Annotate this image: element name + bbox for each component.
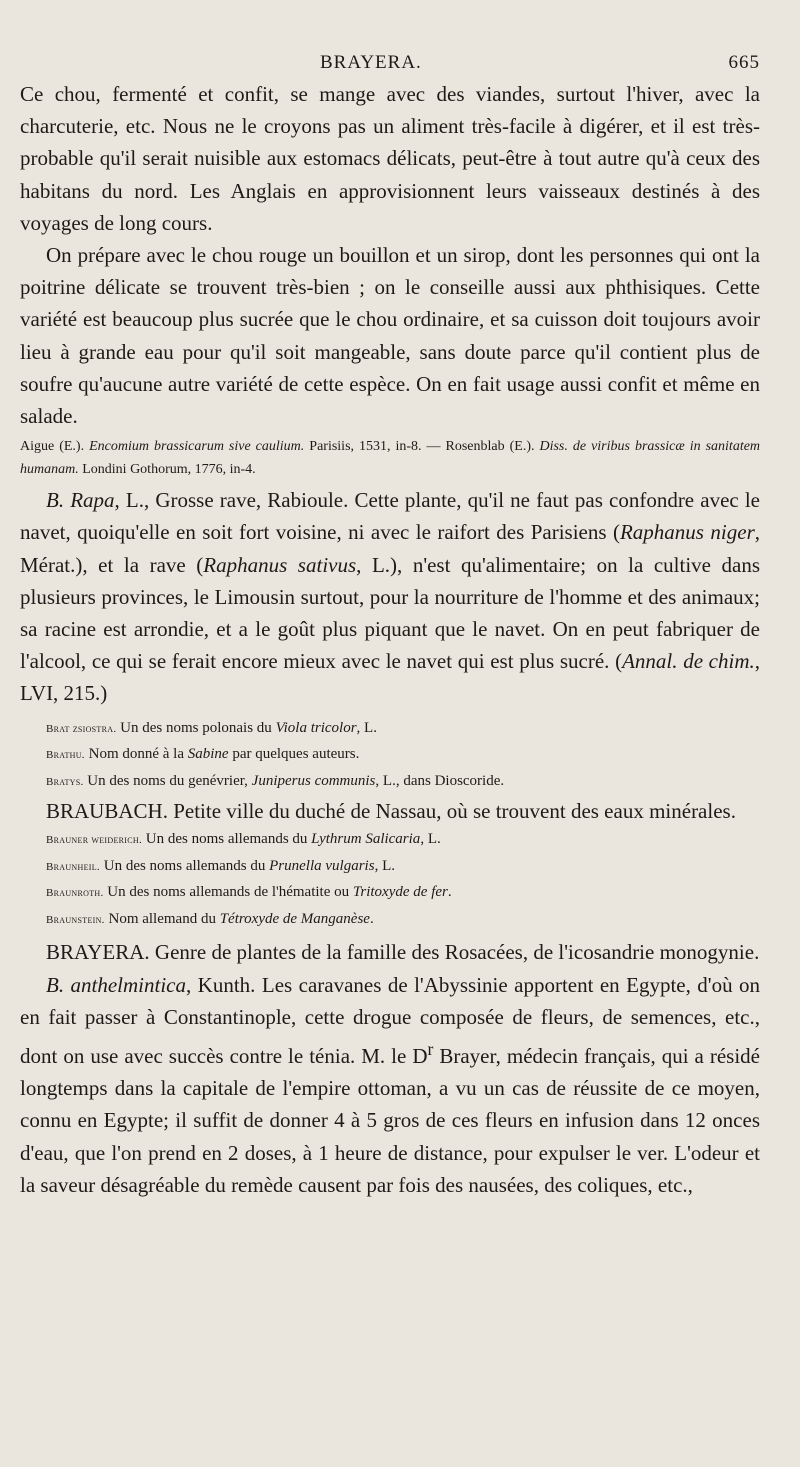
ref-imprint-londini: Londini Gothorum, 1776, in-4. (82, 462, 256, 478)
headword-brauner-weiderich: Brauner weiderich. (46, 834, 143, 847)
bibliography-note (20, 435, 760, 481)
running-head (20, 44, 760, 78)
headword-bratys: Bratys. (46, 775, 84, 788)
headword-brathu: Brathu. (46, 749, 85, 762)
ref-author-aigue: Aigue (E.). (20, 439, 85, 455)
ref-imprint-rosenblab: Parisiis, 1531, in-8. — Rosenblab (E.). (309, 439, 535, 455)
page-number: 665 (728, 52, 760, 73)
entry-brayera: BRAYERA. Genre de plantes de la famille des Rosacées, de l'icosandrie monogynie. (46, 940, 760, 965)
entry-brauner-weiderich: Brauner weiderich. Un des noms allemands du Lythrum Salicaria, L. (46, 831, 441, 848)
entry-brat-zsiostra: Brat zsiostra. Un des noms polonais du Viola tricolor, L. (46, 719, 377, 736)
entry-braubach: BRAUBACH. Petite ville du duché de Nassau, où se trouvent des eaux minérales. (46, 799, 736, 824)
ref-title-diss: Diss. de viribus brassicæ in sanitatem humanam. (20, 439, 761, 478)
headword-brayera: BRAYERA. (46, 940, 150, 965)
headword-braubach: BRAUBACH. (46, 799, 168, 824)
species-name-rapa: B. Rapa (46, 488, 115, 513)
page-body (20, 78, 760, 1201)
paragraph-chou-fermente: Ce chou, fermenté et confit, se mange avec des viandes, surtout l'hiver, avec la charcuterie, etc. Nous ne le croyons pas un aliment très-facile à digérer, et il est très-probable qu'il serait nuisible aux estomacs délicats, peut-être à tout autre qu'à ceux des habitans du nord. Les Anglais en approvisionnent leurs vaisseaux destinés à des voyages de long cours. (20, 82, 760, 235)
entry-brayera-anthelmintica: B. anthelmintica, Kunth. Les caravanes de l'Abyssinie apportent en Egypte, d'où on en fait passer à Constantinople, cette drogue composée de fleurs, de semences, etc., dont on use avec succès contre le ténia. M. le $D^r$ Brayer, médecin français, qui a résidé longtemps dans la capitale de l'empire ottoman, a vu un cas de réussite de ce moyen, connu en Egypte; il suffit de donner 4 à 5 gros de ces fleurs en infusion dans 12 onces d'eau, que l'on prend en 2 doses, à 1 heure de distance, pour expulser le ver. L'odeur et la saveur désagréable du remède causent par fois des nausées, des coliques, etc., (20, 972, 761, 1197)
headword-brat-zsiostra: Brat zsiostra. (46, 722, 117, 735)
entry-braunheil: Braunheil. Un des noms allemands du Prunella vulgaris, L. (46, 857, 395, 874)
entry-bratys: Bratys. Un des noms du genévrier, Juniperus communis, L., dans Dioscoride. (46, 772, 505, 789)
paragraph-chou-rouge: On prépare avec le chou rouge un bouillon et un sirop, dont les personnes qui ont la poitrine délicate se trouvent très-bien ; on le conseille aussi aux phthisiques. Cette variété est beaucoup plus sucrée que le chou ordinaire, et sa cuisson doit toujours avoir lieu à grande eau pour qu'il soit mangeable, sans doute parce qu'il contient plus de soufre qu'aucune autre variété de cette espèce. On en fait usage aussi confit et même en salade. (20, 243, 760, 429)
entry-brassica-rapa: B. Rapa, L., Grosse rave, Rabioule. Cette plante, qu'il ne faut pas confondre avec le navet, quoiqu'elle en soit fort voisine, ni avec le raifort des Parisiens (Raphanus niger, Mérat.), et la rave (Raphanus sativus, L.), n'est qu'alimentaire; on la cultive dans plusieurs provinces, le Limousin surtout, pour la nourriture de l'homme et des animaux; sa racine est arrondie, et a le goût plus piquant que le navet. On en peut fabriquer de l'alcool, ce qui se ferait encore mieux avec le navet qui est plus sucré. (Annal. de chim., LVI, 215.) (20, 488, 761, 706)
citation-annal-chim: Annal. de chim. (622, 649, 755, 674)
headword-braunheil: Braunheil. (46, 860, 100, 873)
headword-braunroth: Braunroth. (46, 887, 104, 900)
species-raphanus-sativus: Raphanus sativus (203, 552, 357, 577)
ref-title-encomium: Encomium brassicarum sive caulium. (89, 439, 305, 455)
species-raphanus-niger: Raphanus niger (619, 520, 755, 545)
headword-braunstein: Braunstein. (46, 913, 105, 926)
running-title: BRAYERA. (320, 52, 422, 73)
entry-brathu: Brathu. Nom donné à la Sabine par quelques auteurs. (46, 746, 360, 763)
species-name-anthelmintica: B. anthelmintica (46, 972, 186, 997)
entry-braunroth: Braunroth. Un des noms allemands de l'hématite ou Tritoxyde de fer. (46, 884, 452, 901)
entry-braunstein: Braunstein. Nom allemand du Tétroxyde de Manganèse. (46, 910, 374, 927)
